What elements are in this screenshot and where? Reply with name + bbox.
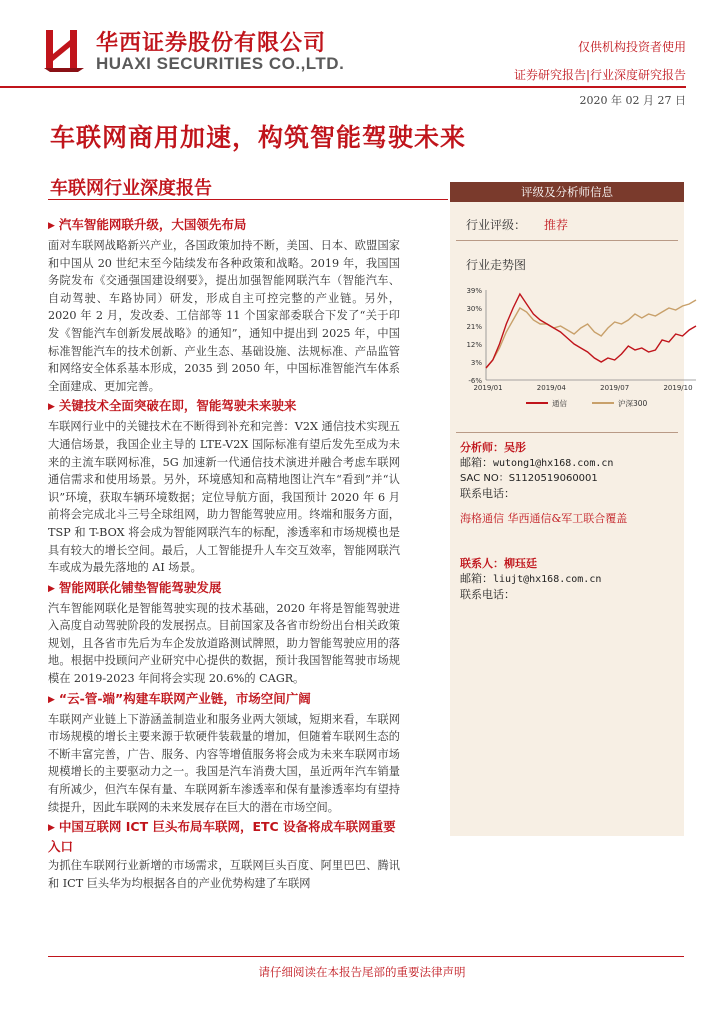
y-tick-label: 39%: [466, 287, 482, 295]
series-line-telecom: [486, 294, 696, 368]
y-tick-label: -6%: [468, 377, 482, 385]
header-divider: [0, 86, 686, 88]
trend-chart-label: 行业走势图: [466, 258, 527, 272]
x-tick-label: 2019/10: [663, 384, 693, 392]
legend-label: 沪深300: [618, 399, 648, 408]
section-heading: [48, 690, 400, 710]
rating-label: 行业评级：: [466, 218, 527, 232]
report-subtitle: 车联网行业深度报告: [50, 178, 212, 199]
contact-phone-label: 联系电话：: [460, 588, 515, 601]
x-tick-label: 2019/04: [536, 384, 566, 392]
analyst-email[interactable]: wutong1@hx168.com.cn: [493, 458, 614, 469]
contact-email[interactable]: liujt@hx168.com.cn: [493, 574, 602, 585]
analyst-info: [460, 440, 613, 501]
section-heading: [48, 818, 400, 856]
panel-divider: [456, 240, 678, 241]
section-heading-text: “云-管-端”构建车联网产业链，市场空间广阔: [58, 690, 311, 706]
analyst-label: 分析师：: [460, 441, 504, 454]
section-heading: [48, 216, 400, 236]
company-logo-icon: [44, 26, 84, 72]
contact-label: 联系人：: [460, 557, 504, 570]
section-heading-text: 智能网联化铺垫智能驾驶发展: [58, 579, 222, 595]
contact-info: [460, 556, 601, 602]
report-date: 2020 年 02 月 27 日: [579, 94, 686, 107]
x-tick-label: 2019/07: [600, 384, 630, 392]
series-line-csi300: [486, 300, 696, 368]
analyst-name: 吴彤: [504, 441, 526, 454]
legend-label: 通信: [552, 399, 567, 408]
section-body: 面对车联网战略新兴产业，各国政策加持不断，美国、日本、欧盟国家和中国从 20 世纪末至今陆续发布各种政策和战略。2019 年，我国国务院发布《交通强国建设纲要》，提出加强智能网联汽车（智能汽车、自动驾驶、车路协同）研发，形成自主可控完整的产业链。另外，2020 年 2 月，发改委、工信部等 11 个国家部委联合下发了“关于印发《智能汽车创新发展战略》的通知”，通知中提出到 2025 年，中国标准智能汽车的技术创新、产业生态、基础设施、法规标准、产品监管和网络安全体系基本形成，2035 到 2050 年，中国标准智能汽车体系全面建成、更加完善。: [48, 239, 400, 393]
analyst-phone-label: 联系电话：: [460, 487, 515, 500]
panel-divider: [456, 432, 678, 433]
info-panel: [450, 182, 684, 836]
report-type: 证券研究报告|行业深度研究报告: [513, 68, 686, 82]
y-tick-label: 21%: [466, 323, 482, 331]
triangle-bullet-icon: ▶: [48, 221, 55, 231]
company-name-en: HUAXI SECURITIES CO.,LTD.: [96, 54, 345, 73]
subtitle-divider: [48, 199, 448, 200]
audience-note: 仅供机构投资者使用: [577, 40, 686, 54]
summary-column: [48, 214, 400, 894]
analyst-sac-number: SAC NO：S1120519060001: [460, 473, 598, 484]
y-tick-label: 30%: [466, 305, 482, 313]
section-body: 汽车智能网联化是智能驾驶实现的技术基础，2020 年将是智能驾驶进入高度自动驾驶阶段的发展拐点。目前国家及各省市纷纷出台相关政策规划，且各省市先后为车企发放道路测试牌照，助力智能驾驶应用的落地。根据中投顾问产业研究中心提供的数据，预计我国智能驾驶市场规模在 2019-2023 年间将会实现 20.6%的 CAGR。: [48, 601, 400, 686]
section-heading-text: 关键技术全面突破在即，智能驾驶未来驶来: [58, 398, 297, 414]
report-title: 车联网商用加速，构筑智能驾驶未来: [50, 123, 467, 152]
y-tick-label: 12%: [466, 341, 482, 349]
company-name-cn: 华西证券股份有限公司: [96, 31, 327, 56]
section-heading: [48, 397, 400, 417]
y-tick-label: 3%: [470, 359, 482, 367]
analyst-email-label: 邮箱：: [460, 456, 493, 469]
section-body: 车联网行业中的关键技术在不断得到补充和完善：V2X 通信技术实现五大通信场景，我国企业主导的 LTE-V2X 国际标准有望后发先至成为未来的主流车联网标准，5G 加速新一代通信技术演进并融合考虑车联网通信需求和使用场景。另外，环境感知和高精地图让汽车“看到”并“认识”环境，获取车辆环境数据；定位导航方面，我国预计 2020 年 6 月前将会完成北斗三号全球组网，助力智能驾驶应用。终端和服务方面，TSP 和 T-BOX 将会成为智能网联汽车的标配，渗透率和市场规模也是具有较大的增长空间。最后，人工智能提升人车交互效率，智能网联汽车或成为最先落地的 AI 场景。: [48, 420, 400, 575]
section-body: 车联网产业链上下游涵盖制造业和服务业两大领域，短期来看，车联网市场规模的增长主要来源于软硬件装载量的增加，但随着车联网生态的不断丰富完善，广告、服务、内容等增值服务将会成为未来车联网市场规模增长的主要驱动力之一。我国是汽车消费大国，虽近两年汽车销量有所减少，但汽车保有量、车联网新车渗透率和保有量渗透率均有望持续提升，因此车联网的未来发展存在巨大的潜在市场空间。: [48, 712, 400, 814]
section-heading: [48, 579, 400, 599]
section-heading-text: 中国互联网 ICT 巨头布局车联网，ETC 设备将成车联网重要入口: [48, 819, 396, 855]
triangle-bullet-icon: ▶: [48, 583, 55, 594]
triangle-bullet-icon: ▶: [48, 402, 55, 413]
contact-name: 柳珏廷: [504, 557, 537, 570]
triangle-bullet-icon: ▶: [48, 694, 55, 705]
section-body: 为抓住车联网行业新增的市场需求，互联网巨头百度、阿里巴巴、腾讯和 ICT 巨头华为均根据各自的产业优势构建了车联网: [48, 859, 400, 890]
x-tick-label: 2019/01: [473, 384, 503, 392]
info-panel-header: 评级及分析师信息: [450, 182, 684, 202]
industry-rating: [466, 216, 568, 233]
footer-divider: [48, 956, 684, 957]
rating-value: 推荐: [544, 218, 569, 232]
legal-notice: 请仔细阅读在本报告尾部的重要法律声明: [258, 965, 466, 979]
contact-email-label: 邮箱：: [460, 572, 493, 585]
section-heading-text: 汽车智能网联升级，大国领先布局: [58, 217, 247, 232]
triangle-bullet-icon: ▶: [48, 823, 55, 834]
industry-trend-chart: [456, 282, 702, 414]
related-reports: 海格通信 华西通信&军工联合覆盖: [460, 512, 628, 525]
